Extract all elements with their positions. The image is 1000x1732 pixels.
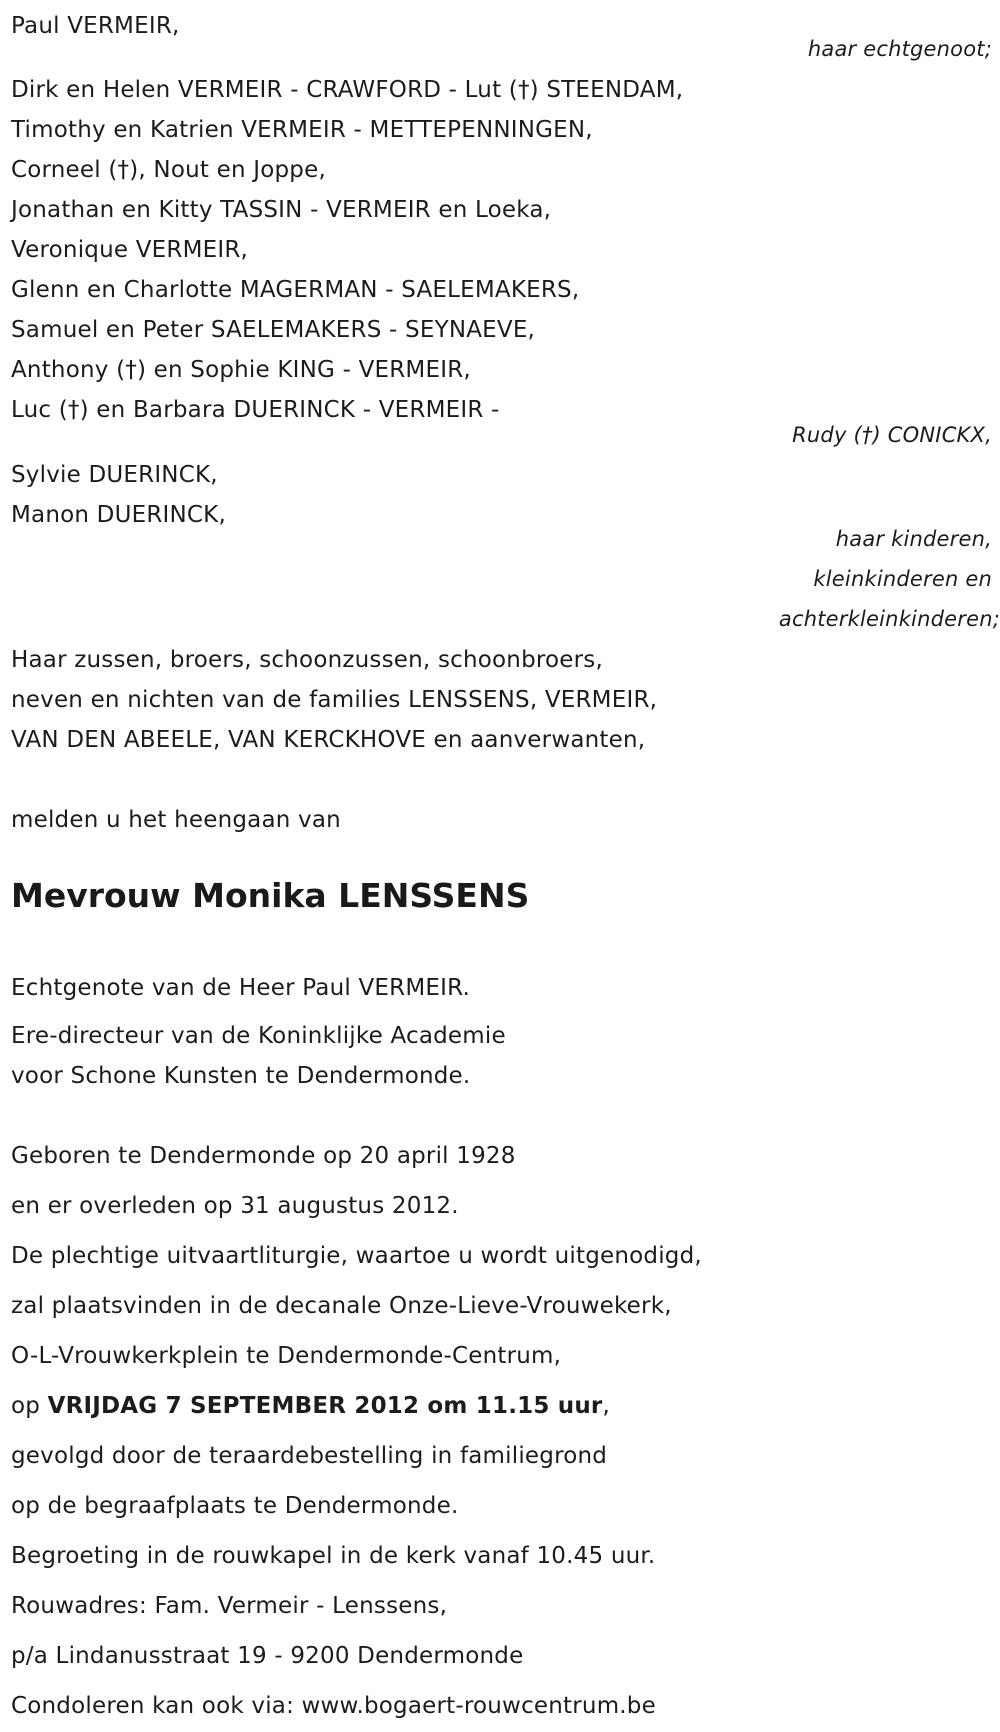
burial-line: op de begraafplaats te Dendermonde. [11, 1493, 459, 1519]
liturgy-line: zal plaatsvinden in de decanale Onze-Lieve-Vrouwekerk, [11, 1293, 672, 1319]
family-member: Jonathan en Kitty TASSIN - VERMEIR en Loeka, [11, 197, 552, 223]
family-member: Corneel (†), Nout en Joppe, [11, 157, 326, 183]
deceased-name: Mevrouw Monika LENSSENS [11, 876, 530, 915]
died-line: en er overleden op 31 augustus 2012. [11, 1193, 459, 1219]
address-line: p/a Lindanusstraat 19 - 9200 Dendermonde [11, 1643, 524, 1669]
funeral-date: VRIJDAG 7 SEPTEMBER 2012 om 11.15 uur [47, 1393, 603, 1419]
family-member: Timothy en Katrien VERMEIR - METTEPENNINGEN, [11, 117, 593, 143]
born-line: Geboren te Dendermonde op 20 april 1928 [11, 1143, 516, 1169]
bio-line: voor Schone Kunsten te Dendermonde. [11, 1063, 471, 1089]
bio-line: Ere-directeur van de Koninklijke Academie [11, 1023, 506, 1049]
liturgy-line: O-L-Vrouwkerkplein te Dendermonde-Centrum, [11, 1343, 562, 1369]
children-role: achterkleinkinderen; [778, 607, 1000, 631]
date-suffix: , [602, 1393, 610, 1419]
burial-line: gevolgd door de teraardebestelling in familiegrond [11, 1443, 608, 1469]
funeral-date-line [11, 1392, 610, 1420]
date-prefix: op [11, 1393, 48, 1419]
bio-line: Echtgenote van de Heer Paul VERMEIR. [11, 975, 470, 1001]
family-member: Dirk en Helen VERMEIR - CRAWFORD - Lut (†) STEENDAM, [11, 77, 684, 103]
family-member: Samuel en Peter SAELEMAKERS - SEYNAEVE, [11, 317, 536, 343]
relatives-line: Haar zussen, broers, schoonzussen, schoonbroers, [11, 647, 603, 673]
children-role: kleinkinderen en [813, 567, 992, 591]
family-member: Sylvie DUERINCK, [11, 462, 218, 488]
greeting-line: Begroeting in de rouwkapel in de kerk vanaf 10.45 uur. [11, 1543, 656, 1569]
condolence-line: Condoleren kan ook via: www.bogaert-rouwcentrum.be [11, 1693, 656, 1719]
family-member: Manon DUERINCK, [11, 502, 226, 528]
family-member: Glenn en Charlotte MAGERMAN - SAELEMAKERS, [11, 277, 580, 303]
address-line: Rouwadres: Fam. Vermeir - Lenssens, [11, 1593, 448, 1619]
relatives-line: VAN DEN ABEELE, VAN KERCKHOVE en aanverwanten, [11, 727, 646, 753]
family-member: Veronique VERMEIR, [11, 237, 249, 263]
family-member: Luc (†) en Barbara DUERINCK - VERMEIR - [11, 397, 500, 423]
family-member-rudy: Rudy (†) CONICKX, [792, 423, 992, 447]
relatives-line: neven en nichten van de families LENSSENS, VERMEIR, [11, 687, 658, 713]
children-role: haar kinderen, [835, 527, 992, 551]
family-member: Anthony (†) en Sophie KING - VERMEIR, [11, 357, 471, 383]
spouse-name: Paul VERMEIR, [11, 13, 180, 39]
liturgy-line: De plechtige uitvaartliturgie, waartoe u wordt uitgenodigd, [11, 1243, 702, 1269]
announcement: melden u het heengaan van [11, 807, 341, 833]
spouse-role: haar echtgenoot; [807, 37, 992, 61]
